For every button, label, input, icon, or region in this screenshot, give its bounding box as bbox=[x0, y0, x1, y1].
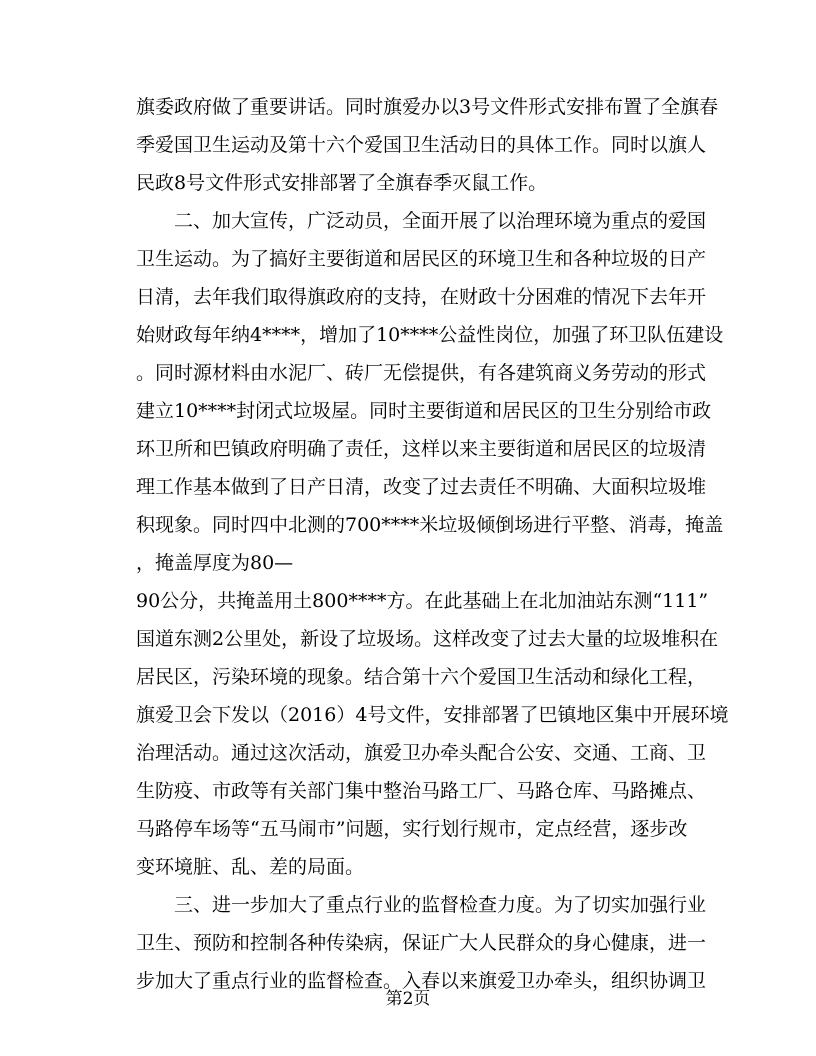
paragraph-heading-line: 三、进一步加大了重点行业的监督检查力度。为了切实加强行业 bbox=[174, 894, 707, 916]
text-line: 积现象。同时四中北测的700****米垃圾倾倒场进行平整、消毒，掩盖 bbox=[136, 514, 724, 536]
text-line: 卫生运动。为了搞好主要街道和居民区的环境卫生和各种垃圾的日产 bbox=[136, 248, 707, 270]
text-line: 90公分，共掩盖用土800****方。在此基础上在北加油站东测“111” bbox=[136, 590, 709, 612]
text-line: 建立10****封闭式垃圾屋。同时主要街道和居民区的卫生分别给市政 bbox=[136, 400, 712, 422]
paragraph-heading-line: 二、加大宣传，广泛动员，全面开展了以治理环境为重点的爱国 bbox=[174, 210, 707, 232]
text-line: 变环境脏、乱、差的局面。 bbox=[136, 856, 365, 878]
text-line: 卫生、预防和控制各种传染病，保证广大人民群众的身心健康，进一 bbox=[136, 932, 707, 954]
text-line: 旗爱卫会下发以（2016）4号文件，安排部署了巴镇地区集中开展环境 bbox=[136, 704, 729, 726]
page-number: 第2页 bbox=[385, 989, 431, 1009]
text-line: 步加大了重点行业的监督检查。入春以来旗爱卫办牵头，组织协调卫 bbox=[136, 970, 707, 992]
text-line: 旗委政府做了重要讲话。同时旗爱办以3号文件形式安排布置了全旗春 bbox=[136, 96, 719, 118]
text-line: 理工作基本做到了日产日清，改变了过去责任不明确、大面积垃圾堆 bbox=[136, 476, 707, 498]
text-line: 治理活动。通过这次活动，旗爱卫办牵头配合公安、交通、工商、卫 bbox=[136, 742, 707, 764]
text-line: 始财政每年纳4****，增加了10****公益性岗位，加强了环卫队伍建设 bbox=[136, 324, 724, 346]
text-line: 日清，去年我们取得旗政府的支持，在财政十分困难的情况下去年开 bbox=[136, 286, 707, 308]
text-line: 居民区，污染环境的现象。结合第十六个爱国卫生活动和绿化工程， bbox=[136, 666, 707, 688]
text-line: ，掩盖厚度为80— bbox=[136, 552, 294, 574]
text-line: 马路停车场等“五马闹市”问题，实行划行规市，定点经营，逐步改 bbox=[136, 818, 688, 840]
text-line: 民政8号文件形式安排部署了全旗春季灭鼠工作。 bbox=[136, 172, 548, 194]
text-line: 环卫所和巴镇政府明确了责任，这样以来主要街道和居民区的垃圾清 bbox=[136, 438, 707, 460]
text-line: 季爱国卫生运动及第十六个爱国卫生活动日的具体工作。同时以旗人 bbox=[136, 134, 707, 156]
text-line: 生防疫、市政等有关部门集中整治马路工厂、马路仓库、马路摊点、 bbox=[136, 780, 707, 802]
text-line: 。同时源材料由水泥厂、砖厂无偿提供，有各建筑商义务劳动的形式 bbox=[136, 362, 707, 384]
text-line: 国道东测2公里处，新设了垃圾场。这样改变了过去大量的垃圾堆积在 bbox=[136, 628, 719, 650]
